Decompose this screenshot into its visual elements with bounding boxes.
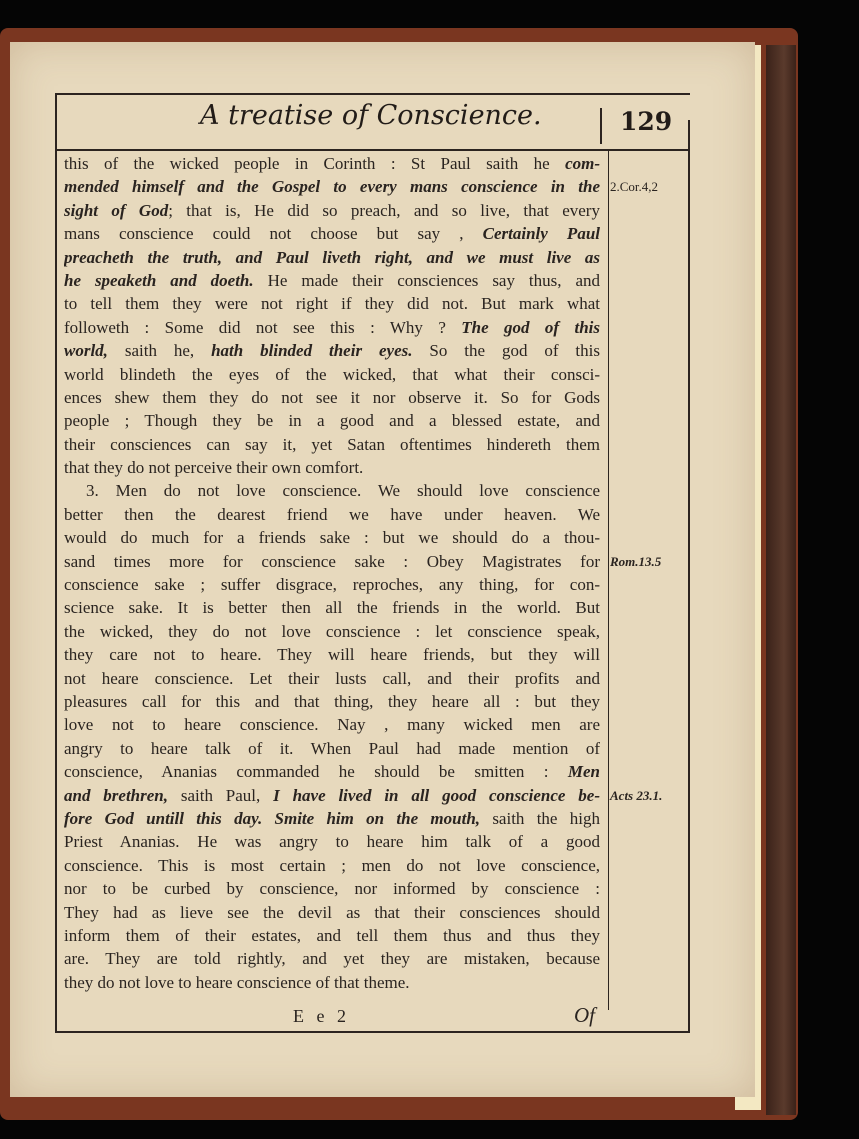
text-line — [64, 830, 600, 853]
emphasis-text: fore God untill this day. Smite him on the mouth, — [64, 808, 481, 828]
text-segment: nor to be curbed by conscience, nor informed by conscience : — [64, 879, 600, 899]
text-line — [64, 901, 600, 924]
text-line — [64, 760, 600, 783]
text-line — [64, 199, 600, 222]
text-line — [64, 222, 600, 245]
text-line — [64, 246, 600, 269]
text-segment: world blindeth the eyes of the wicked, that what their consci- — [64, 364, 600, 384]
text-line — [64, 854, 600, 877]
text-segment: ences shew them they do not see it nor observe it. So for Gods — [64, 387, 600, 407]
text-line — [64, 152, 600, 175]
text-segment: 3. Men do not love conscience. We should love conscience — [86, 481, 600, 501]
text-line — [64, 643, 600, 666]
text-segment: the wicked, they do not love conscience : let conscience speak, — [64, 621, 600, 641]
text-line — [64, 550, 600, 573]
text-segment: love not to heare conscience. Nay , many wicked men are — [64, 715, 600, 735]
text-line — [64, 456, 600, 479]
text-segment: saith he, — [107, 341, 212, 361]
text-line — [64, 503, 600, 526]
page-number: 129 — [620, 107, 673, 136]
text-line — [64, 386, 600, 409]
text-segment: saith Paul, — [168, 785, 274, 805]
text-segment: would do much for a friends sake : but we should do a thou- — [64, 528, 600, 548]
margin-reference: Rom.13.5 — [610, 553, 662, 569]
text-segment: conscience. This is most certain ; men do not love conscience, — [64, 855, 600, 875]
emphasis-text: Certainly Paul — [482, 224, 600, 244]
text-segment: angry to heare talk of it. When Paul had made mention of — [64, 738, 600, 758]
margin-reference: Acts 23.1. — [610, 787, 663, 803]
signature-mark: E e 2 — [293, 1006, 350, 1026]
text-segment: followeth : Some did not see this : Why ? — [64, 317, 462, 337]
text-segment: So the god of this — [412, 341, 600, 361]
frame-rule-right — [688, 120, 690, 1032]
text-line — [64, 947, 600, 970]
text-segment: ; that is, He did so preach, and so live, that every — [168, 200, 600, 220]
emphasis-text: world, — [64, 341, 108, 361]
text-line — [64, 433, 600, 456]
text-line — [64, 175, 600, 198]
emphasis-text: mended himself and the Gospel to every mans conscience in the — [64, 177, 600, 197]
text-line — [64, 596, 600, 619]
text-line — [64, 339, 600, 362]
text-line — [64, 409, 600, 432]
text-line — [64, 667, 600, 690]
catchword: Of — [574, 1003, 595, 1027]
frame-rule-bottom — [55, 1031, 690, 1033]
text-line — [64, 363, 600, 386]
text-segment: saith the high — [480, 808, 600, 828]
text-line — [64, 526, 600, 549]
frame-rule-left — [55, 93, 57, 1033]
margin-reference: 2.Cor.4,2 — [610, 179, 659, 195]
margin-rule — [608, 150, 609, 1010]
text-segment: this of the wicked people in Corinth : St Paul saith he — [64, 154, 566, 173]
emphasis-text: com- — [565, 154, 600, 173]
text-segment: inform them of their estates, and tell them thus and thus they — [64, 925, 600, 945]
emphasis-text: sight of God — [64, 200, 169, 220]
text-segment: people ; Though they be in a good and a blessed estate, and — [64, 411, 600, 431]
text-line — [64, 292, 600, 315]
text-line — [64, 713, 600, 736]
text-line — [64, 316, 600, 339]
text-line — [64, 479, 600, 502]
body-text — [64, 152, 600, 994]
text-line — [64, 269, 600, 292]
emphasis-text: hath blinded their eyes. — [211, 341, 413, 361]
text-segment: that they do not perceive their own comfort. — [64, 458, 364, 478]
text-segment: are. They are told rightly, and yet they are mistaken, because — [64, 949, 600, 969]
emphasis-text: Men — [567, 762, 600, 782]
running-title: A treatise of Conscience. — [200, 100, 542, 131]
text-segment: they care not to heare. They will heare friends, but they will — [64, 645, 600, 665]
emphasis-text: and brethren, — [64, 785, 168, 805]
text-segment: to tell them they were not right if they did not. But mark what — [64, 294, 600, 314]
header-separator — [600, 108, 602, 144]
text-line — [64, 807, 600, 830]
text-segment: mans conscience could not choose but say , — [64, 224, 483, 244]
text-segment: they do not love to heare conscience of that theme. — [64, 972, 410, 992]
text-line — [64, 971, 600, 994]
text-segment: not heare conscience. Let their lusts call, and their profits and — [64, 668, 600, 688]
text-segment: They had as lieve see the devil as that their consciences should — [64, 902, 600, 922]
text-segment: Priest Ananias. He was angry to heare him talk of a good — [64, 832, 600, 852]
header-rule — [57, 149, 688, 151]
frame-rule-top — [55, 93, 690, 95]
text-line — [64, 924, 600, 947]
emphasis-text: The god of this — [461, 317, 600, 337]
text-segment: better then the dearest friend we have under heaven. We — [64, 504, 600, 524]
emphasis-text: preacheth the truth, and Paul liveth right, and we must live as — [64, 247, 600, 267]
text-segment: pleasures call for this and that thing, they heare all : but they — [64, 691, 600, 711]
book-spine — [766, 45, 796, 1115]
text-segment: conscience sake ; suffer disgrace, reproches, any thing, for con- — [64, 575, 600, 595]
emphasis-text: I have lived in all good conscience be- — [273, 785, 600, 805]
text-line — [64, 737, 600, 760]
emphasis-text: he speaketh and doeth. — [64, 270, 254, 290]
text-segment: He made their consciences say thus, and — [253, 270, 600, 290]
text-segment: conscience, Ananias commanded he should be smitten : — [64, 762, 568, 782]
text-segment: science sake. It is better then all the friends in the world. But — [64, 598, 600, 618]
text-line — [64, 620, 600, 643]
text-line — [64, 877, 600, 900]
text-line — [64, 784, 600, 807]
text-segment: their consciences can say it, yet Satan oftentimes hindereth them — [64, 434, 600, 454]
text-segment: sand times more for conscience sake : Obey Magistrates for — [64, 551, 600, 571]
text-line — [64, 573, 600, 596]
text-line — [64, 690, 600, 713]
